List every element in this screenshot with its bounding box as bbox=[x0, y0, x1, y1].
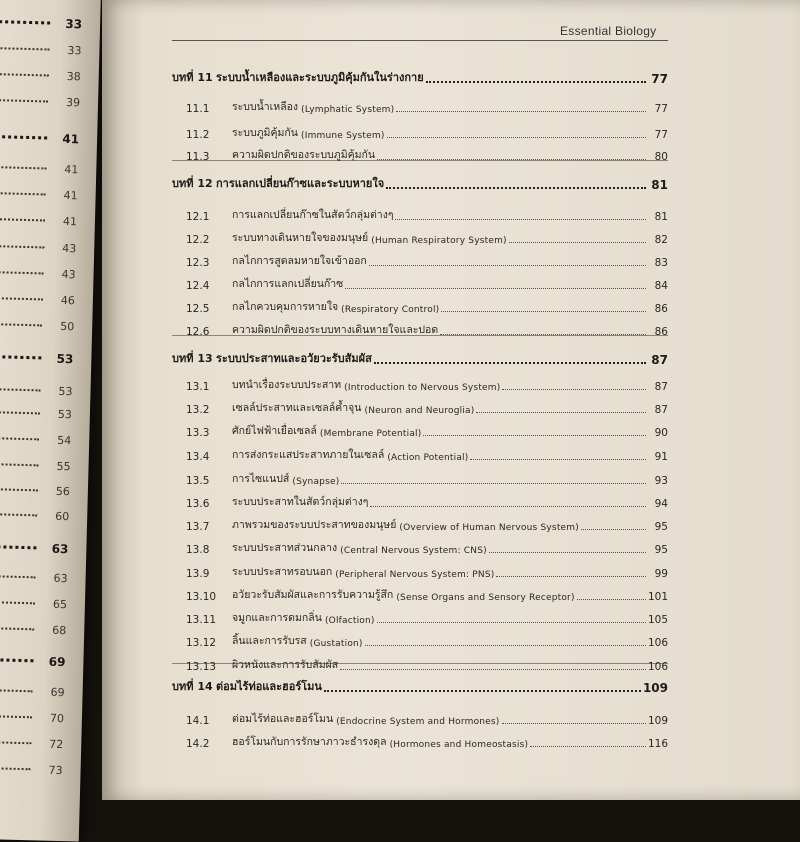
toc-entry bbox=[172, 606, 668, 626]
left-page-entry bbox=[0, 500, 78, 523]
chapter-title: ต่อมไร้ท่อและฮอร์โมน bbox=[216, 680, 322, 693]
section-page: 86 bbox=[654, 303, 668, 315]
section-page: 106 bbox=[647, 661, 668, 673]
section-page: 116 bbox=[647, 738, 668, 750]
section-title: บทนำเรื่องระบบประสาท bbox=[232, 379, 342, 391]
section-title-english: (Central Nervous System: CNS) bbox=[337, 546, 487, 556]
left-page-entry bbox=[0, 205, 85, 228]
section-title: กลไกการสูดลมหายใจเข้าออก bbox=[232, 255, 367, 267]
left-page-entry bbox=[0, 754, 71, 777]
section-number: 13.7 bbox=[186, 521, 210, 533]
section-title: ระบบประสาทในสัตว์กลุ่มต่างๆ bbox=[232, 496, 369, 508]
section-number: 13.1 bbox=[186, 381, 210, 393]
dot-leader bbox=[377, 622, 646, 623]
left-page-entry bbox=[0, 310, 83, 333]
dot-leader bbox=[577, 599, 646, 600]
left-page-entry bbox=[0, 375, 81, 398]
left-page-number: 33 bbox=[67, 43, 82, 58]
section-title-english: (Introduction to Nervous System) bbox=[341, 383, 501, 393]
dot-leader bbox=[502, 723, 646, 724]
dot-leader bbox=[387, 137, 646, 138]
section-title: ความผิดปกติของระบบภูมิคุ้มกัน bbox=[232, 149, 376, 161]
section-title-english: (Gustation) bbox=[306, 639, 363, 649]
toc-entry bbox=[172, 419, 668, 439]
left-page-number: 53 bbox=[57, 407, 73, 422]
dot-leader bbox=[0, 462, 39, 466]
dot-leader bbox=[0, 436, 39, 440]
toc-entry bbox=[172, 396, 668, 416]
left-page-entry bbox=[0, 475, 78, 498]
section-page: 86 bbox=[654, 326, 668, 338]
chapter-title: ระบบน้ำเหลืองและระบบภูมิคุ้มกันในร่างกาย bbox=[216, 71, 424, 84]
section-title: กลไกการแลกเปลี่ยนก๊าซ bbox=[232, 278, 344, 290]
section-title: ระบบประสาทส่วนกลาง bbox=[232, 542, 338, 554]
dot-leader bbox=[530, 746, 646, 747]
section-number: 13.6 bbox=[186, 498, 210, 510]
dot-leader bbox=[0, 574, 36, 578]
dot-leader bbox=[502, 389, 646, 390]
dot-leader bbox=[0, 512, 37, 516]
left-page-entry bbox=[0, 702, 72, 725]
toc-entry bbox=[172, 583, 668, 603]
dot-leader bbox=[426, 81, 646, 83]
section-number: 13.12 bbox=[186, 637, 217, 649]
dot-leader bbox=[496, 576, 646, 577]
chapter-label: บทที่ 14 bbox=[172, 680, 213, 693]
section-title: ระบบภูมิคุ้มกัน bbox=[232, 127, 298, 139]
section-page: 106 bbox=[647, 637, 668, 649]
left-page-number: 72 bbox=[49, 737, 64, 752]
left-page-entry bbox=[0, 562, 76, 585]
toc-entry bbox=[172, 730, 668, 750]
header-rule bbox=[172, 40, 668, 41]
left-page-entry bbox=[0, 86, 88, 109]
dot-leader bbox=[0, 657, 33, 662]
left-page-number: 39 bbox=[65, 95, 81, 110]
dot-leader bbox=[0, 217, 45, 221]
dot-leader bbox=[0, 354, 41, 359]
left-page-entry bbox=[0, 728, 72, 751]
chapter-label: บทที่ 11 bbox=[172, 71, 213, 84]
chapter-page: 81 bbox=[651, 178, 668, 192]
section-number: 11.2 bbox=[186, 129, 210, 141]
toc-entry bbox=[172, 249, 668, 269]
left-page-entry bbox=[0, 676, 73, 699]
left-page-number: 50 bbox=[60, 319, 75, 334]
left-page-number: 63 bbox=[51, 541, 69, 557]
dot-leader bbox=[0, 134, 47, 139]
left-page-entry bbox=[0, 614, 75, 637]
toc-entry bbox=[172, 536, 668, 556]
section-title-english: (Membrane Potential) bbox=[316, 429, 422, 439]
section-page: 77 bbox=[654, 103, 668, 115]
section-title: ศักย์ไฟฟ้าเยื่อเซลล์ bbox=[232, 425, 317, 437]
section-page: 94 bbox=[654, 498, 668, 510]
section-title: ต่อมไร้ท่อและฮอร์โมน bbox=[232, 713, 334, 725]
chapter-title: ระบบประสาทและอวัยวะรับสัมผัส bbox=[216, 352, 372, 365]
dot-leader bbox=[423, 435, 646, 436]
section-number: 14.2 bbox=[186, 738, 210, 750]
dot-leader bbox=[440, 334, 646, 335]
toc-entry bbox=[172, 95, 668, 115]
section-title: ระบบประสาทรอบนอก bbox=[232, 566, 333, 578]
left-page-number: 63 bbox=[53, 571, 68, 586]
left-page-entry bbox=[0, 398, 80, 421]
section-title: ระบบน้ำเหลือง bbox=[232, 101, 299, 113]
dot-leader bbox=[0, 165, 46, 169]
section-number: 12.2 bbox=[186, 234, 210, 246]
left-page-number: 41 bbox=[62, 214, 78, 229]
section-number: 13.2 bbox=[186, 404, 210, 416]
section-number: 12.1 bbox=[186, 211, 210, 223]
dot-leader bbox=[0, 322, 42, 326]
left-page-number: 46 bbox=[60, 293, 76, 308]
dot-leader bbox=[369, 265, 646, 266]
section-title-english: (Neuron and Neuroglia) bbox=[361, 406, 475, 416]
dot-leader bbox=[324, 690, 641, 692]
section-title-english: (Olfaction) bbox=[321, 616, 375, 626]
left-page-number: 60 bbox=[55, 509, 70, 524]
dot-leader bbox=[581, 529, 646, 530]
section-title-english: (Lymphatic System) bbox=[298, 105, 395, 115]
section-page: 81 bbox=[654, 211, 668, 223]
chapter-page: 77 bbox=[651, 72, 668, 86]
left-page-entry bbox=[0, 123, 87, 146]
section-title: ระบบทางเดินหายใจของมนุษย์ bbox=[232, 232, 369, 244]
dot-leader bbox=[386, 187, 646, 189]
section-title: ลิ้นและการรับรส bbox=[232, 635, 307, 647]
toc-entry bbox=[172, 490, 668, 510]
section-title-english: (Sense Organs and Sensory Receptor) bbox=[393, 593, 575, 603]
dot-leader bbox=[470, 459, 646, 460]
section-title-english: (Respiratory Control) bbox=[338, 305, 440, 315]
dot-leader bbox=[0, 626, 34, 630]
toc-entry bbox=[172, 653, 668, 673]
dot-leader bbox=[0, 296, 43, 300]
section-number: 11.1 bbox=[186, 103, 210, 115]
dot-leader bbox=[441, 311, 646, 312]
section-number: 13.10 bbox=[186, 591, 217, 603]
dot-leader bbox=[345, 288, 646, 289]
left-page-entry bbox=[0, 343, 82, 366]
dot-leader bbox=[509, 242, 646, 243]
dot-leader bbox=[0, 387, 41, 391]
dot-leader bbox=[0, 544, 36, 549]
left-page-entry bbox=[0, 258, 84, 281]
left-page-number: 54 bbox=[57, 433, 72, 448]
left-page-entry bbox=[0, 424, 80, 447]
left-page-number: 41 bbox=[63, 188, 78, 203]
toc-entry bbox=[172, 272, 668, 292]
left-page-number: 43 bbox=[61, 267, 76, 282]
section-number: 13.4 bbox=[186, 451, 210, 463]
dot-leader bbox=[340, 669, 646, 670]
left-page-number: 41 bbox=[64, 162, 79, 177]
left-page-number: 55 bbox=[56, 459, 71, 474]
chapter-heading bbox=[172, 66, 668, 86]
toc-entry bbox=[172, 203, 668, 223]
dot-leader bbox=[365, 645, 646, 646]
left-page-entry bbox=[0, 8, 90, 31]
section-title: เซลล์ประสาทและเซลล์ค้ำจุน bbox=[232, 402, 362, 414]
section-page: 91 bbox=[654, 451, 668, 463]
section-number: 13.13 bbox=[186, 661, 217, 673]
section-number: 13.9 bbox=[186, 568, 210, 580]
chapter-label: บทที่ 13 bbox=[172, 352, 213, 365]
dot-leader bbox=[341, 483, 646, 484]
toc-entry bbox=[172, 560, 668, 580]
toc-entry bbox=[172, 295, 668, 315]
toc-entry bbox=[172, 373, 668, 393]
section-title: ภาพรวมของระบบประสาทของมนุษย์ bbox=[232, 519, 397, 531]
section-title-english: (Synapse) bbox=[289, 477, 340, 487]
section-title: ผิวหนังและการรับสัมผัส bbox=[232, 659, 339, 671]
running-header: Essential Biology bbox=[560, 24, 657, 38]
section-title: การส่งกระแสประสาทภายในเซลล์ bbox=[232, 449, 385, 461]
left-page-number: 70 bbox=[49, 711, 65, 726]
toc-entry bbox=[172, 467, 668, 487]
section-page: 99 bbox=[654, 568, 668, 580]
section-title: จมูกและการดมกลิ่น bbox=[232, 612, 322, 624]
section-page: 93 bbox=[654, 475, 668, 487]
section-title-english: (Human Respiratory System) bbox=[368, 236, 507, 246]
toc-entry bbox=[172, 226, 668, 246]
section-page: 84 bbox=[654, 280, 668, 292]
left-page bbox=[0, 0, 101, 842]
section-number: 12.4 bbox=[186, 280, 210, 292]
left-page-number: 73 bbox=[48, 763, 63, 778]
left-page-number: 53 bbox=[56, 351, 74, 367]
section-title-english: (Action Potential) bbox=[384, 453, 469, 463]
section-number: 13.11 bbox=[186, 614, 217, 626]
toc-entry bbox=[172, 443, 668, 463]
left-page-entry bbox=[0, 646, 74, 669]
section-page: 87 bbox=[654, 404, 668, 416]
section-page: 90 bbox=[654, 427, 668, 439]
chapter-heading bbox=[172, 347, 668, 367]
left-page-entry bbox=[0, 533, 77, 556]
section-title: ความผิดปกติของระบบทางเดินหายใจและปอด bbox=[232, 324, 439, 336]
section-number: 13.8 bbox=[186, 544, 210, 556]
left-page-number: 68 bbox=[52, 623, 67, 638]
section-number: 13.3 bbox=[186, 427, 210, 439]
chapter-label: บทที่ 12 bbox=[172, 177, 213, 190]
dot-leader bbox=[0, 688, 33, 692]
section-title-english: (Peripheral Nervous System: PNS) bbox=[332, 570, 495, 580]
section-title: อวัยวะรับสัมผัสและการรับความรู้สึก bbox=[232, 589, 394, 601]
dot-leader bbox=[377, 159, 646, 160]
section-title-english: (Hormones and Homeostasis) bbox=[386, 740, 529, 750]
left-page-number: 43 bbox=[62, 241, 77, 256]
dot-leader bbox=[0, 487, 38, 491]
left-page-number: 33 bbox=[65, 16, 83, 32]
section-page: 95 bbox=[654, 544, 668, 556]
left-page-entry bbox=[0, 60, 89, 83]
toc-entry bbox=[172, 707, 668, 727]
section-page: 87 bbox=[654, 381, 668, 393]
dot-leader bbox=[370, 506, 646, 507]
chapter-heading bbox=[172, 172, 668, 192]
left-page-number: 56 bbox=[55, 484, 71, 499]
section-title-english: (Endocrine System and Hormones) bbox=[333, 717, 500, 727]
toc-entry bbox=[172, 121, 668, 141]
dot-leader bbox=[0, 19, 50, 24]
section-title: ฮอร์โมนกับการรักษาภาวะธำรงดุล bbox=[232, 736, 387, 748]
section-page: 109 bbox=[647, 715, 668, 727]
section-page: 82 bbox=[654, 234, 668, 246]
toc-entry bbox=[172, 629, 668, 649]
section-page: 80 bbox=[654, 151, 668, 163]
dot-leader bbox=[0, 244, 44, 248]
left-page-number: 53 bbox=[58, 384, 73, 399]
section-page: 101 bbox=[647, 591, 668, 603]
dot-leader bbox=[0, 740, 31, 744]
dot-leader bbox=[0, 410, 40, 414]
left-page-entry bbox=[0, 179, 86, 202]
left-page-entry bbox=[0, 232, 85, 255]
chapter-page: 109 bbox=[642, 681, 668, 695]
left-page-entry bbox=[0, 450, 79, 473]
dot-leader bbox=[0, 714, 32, 718]
left-page-number: 69 bbox=[48, 654, 66, 670]
toc-entry bbox=[172, 143, 668, 163]
section-number: 14.1 bbox=[186, 715, 210, 727]
left-page-entry bbox=[0, 588, 75, 611]
section-number: 12.6 bbox=[186, 326, 210, 338]
dot-leader bbox=[0, 270, 44, 274]
toc-entry bbox=[172, 318, 668, 338]
section-title-english: (Immune System) bbox=[297, 131, 385, 141]
dot-leader bbox=[0, 600, 35, 604]
left-page-entry bbox=[0, 284, 83, 307]
section-number: 11.3 bbox=[186, 151, 210, 163]
left-page-number: 38 bbox=[66, 69, 81, 84]
section-page: 77 bbox=[654, 129, 668, 141]
section-page: 95 bbox=[654, 521, 668, 533]
dot-leader bbox=[0, 72, 49, 76]
dot-leader bbox=[0, 98, 48, 102]
section-number: 12.5 bbox=[186, 303, 210, 315]
left-page-entry bbox=[0, 153, 87, 176]
dot-leader bbox=[0, 766, 31, 770]
section-title: การแลกเปลี่ยนก๊าซในสัตว์กลุ่มต่างๆ bbox=[232, 209, 394, 221]
dot-leader bbox=[395, 219, 646, 220]
toc-entry bbox=[172, 513, 668, 533]
dot-leader bbox=[476, 412, 646, 413]
section-number: 12.3 bbox=[186, 257, 210, 269]
left-page-number: 41 bbox=[62, 131, 80, 147]
left-page-number: 65 bbox=[52, 597, 68, 612]
section-page: 105 bbox=[647, 614, 668, 626]
chapter-heading bbox=[172, 675, 668, 695]
dot-leader bbox=[0, 46, 49, 50]
dot-leader bbox=[396, 111, 646, 112]
section-page: 83 bbox=[654, 257, 668, 269]
dot-leader bbox=[374, 362, 646, 364]
section-number: 13.5 bbox=[186, 475, 210, 487]
dot-leader bbox=[0, 191, 46, 195]
dot-leader bbox=[489, 552, 646, 553]
left-page-number: 69 bbox=[50, 685, 65, 700]
chapter-title: การแลกเปลี่ยนก๊าซและระบบหายใจ bbox=[216, 177, 385, 190]
chapter-page: 87 bbox=[651, 353, 668, 367]
section-title: การไซแนปส์ bbox=[232, 473, 290, 485]
left-page-entry bbox=[0, 34, 90, 57]
section-title-english: (Overview of Human Nervous System) bbox=[396, 523, 579, 533]
section-title: กลไกควบคุมการหายใจ bbox=[232, 301, 339, 313]
